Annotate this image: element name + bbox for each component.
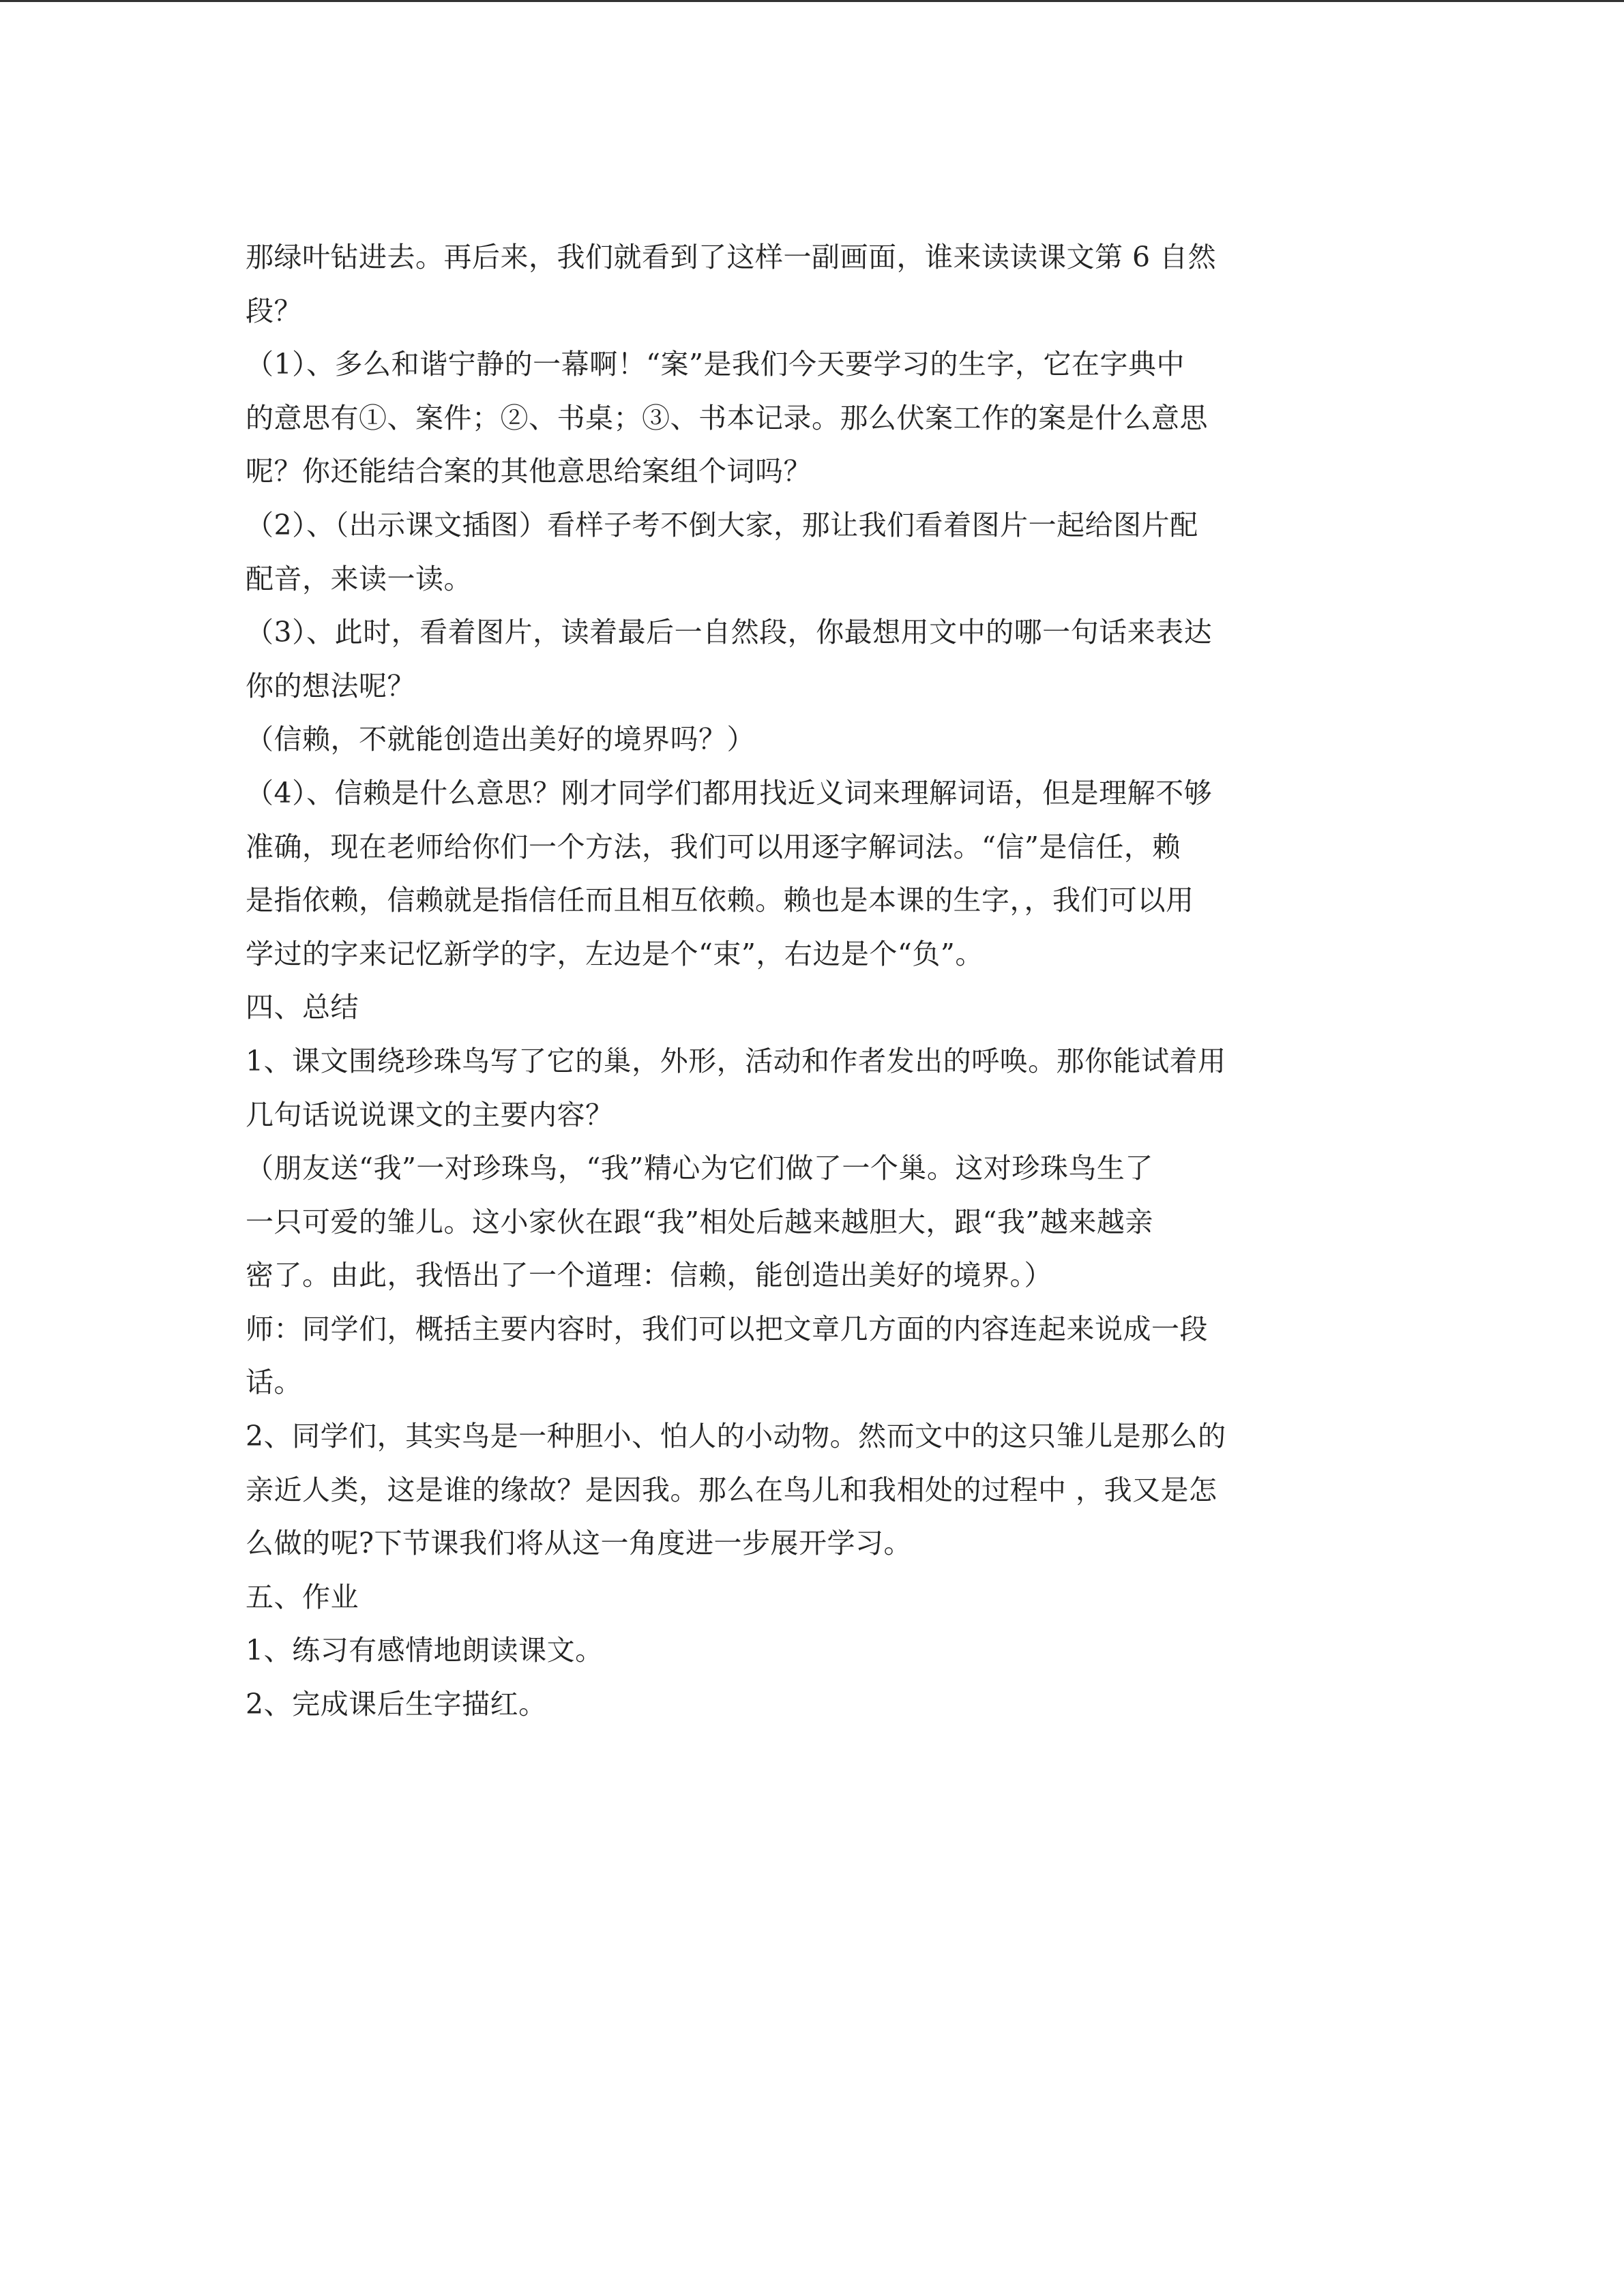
document-body xyxy=(246,230,1378,1731)
text-line: 几句话说说课文的主要内容？ xyxy=(246,1098,614,1131)
text-line: （2）、（出示课文插图）看样子考不倒大家，那让我们看着图片一起给图片配 xyxy=(246,508,1198,541)
text-line: （朋友送“我”一对珍珠鸟，“我”精心为它们做了一个巢。这对珍珠鸟生了 xyxy=(246,1152,1153,1185)
text-line: 学过的字来记忆新学的字，左边是个“束”，右边是个“负”。 xyxy=(246,937,984,970)
text-line: 段？ xyxy=(246,294,302,327)
text-line: （3）、此时，看着图片，读着最后一自然段，你最想用文中的哪一句话来表达 xyxy=(246,616,1213,649)
text-line: 那绿叶钻进去。再后来，我们就看到了这样一副画面，谁来读读课文第 6 自然 xyxy=(246,241,1217,273)
text-line: 呢？你还能结合案的其他意思给案组个词吗？ xyxy=(246,455,812,488)
text-line: 亲近人类，这是谁的缘故？是因我。那么在鸟儿和我相处的过程中 ，我又是怎 xyxy=(246,1473,1217,1506)
text-line: 话。 xyxy=(246,1366,302,1399)
text-line: 1、课文围绕珍珠鸟写了它的巢，外形，活动和作者发出的呼唤。那你能试着用 xyxy=(246,1044,1226,1077)
text-line: 准确，现在老师给你们一个方法，我们可以用逐字解词法。“信”是信任，赖 xyxy=(246,830,1181,863)
text-line: （4）、信赖是什么意思？刚才同学们都用找近义词来理解词语，但是理解不够 xyxy=(246,776,1213,809)
text-line: （1）、多么和谐宁静的一幕啊！“案”是我们今天要学习的生字，它在字典中 xyxy=(246,348,1185,381)
text-line: 的意思有①、案件；②、书桌；③、书本记录。那么伏案工作的案是什么意思 xyxy=(246,401,1208,434)
section-heading-summary: 四、总结 xyxy=(246,991,359,1024)
text-line: 你的想法呢？ xyxy=(246,669,415,702)
homework-item: 1、练习有感情地朗读课文。 xyxy=(246,1634,604,1667)
text-line: 师：同学们，概括主要内容时，我们可以把文章几方面的内容连起来说成一段 xyxy=(246,1312,1208,1345)
page-top-border xyxy=(0,0,1624,2)
text-line: （信赖，不就能创造出美好的境界吗？） xyxy=(246,723,755,756)
section-heading-homework: 五、作业 xyxy=(246,1580,359,1613)
text-line: 是指依赖，信赖就是指信任而且相互依赖。赖也是本课的生字，，我们可以用 xyxy=(246,884,1194,917)
text-line: 2、同学们，其实鸟是一种胆小、怕人的小动物。然而文中的这只雏儿是那么的 xyxy=(246,1420,1226,1453)
text-line: 密了。由此，我悟出了一个道理：信赖，能创造出美好的境界。） xyxy=(246,1259,1052,1292)
homework-item: 2、完成课后生字描红。 xyxy=(246,1688,547,1721)
text-line: 么做的呢?下节课我们将从这一角度进一步展开学习。 xyxy=(246,1527,912,1560)
text-line: 配音，来读一读。 xyxy=(246,562,472,595)
text-line: 一只可爱的雏儿。这小家伙在跟“我”相处后越来越胆大，跟“我”越来越亲 xyxy=(246,1205,1153,1238)
